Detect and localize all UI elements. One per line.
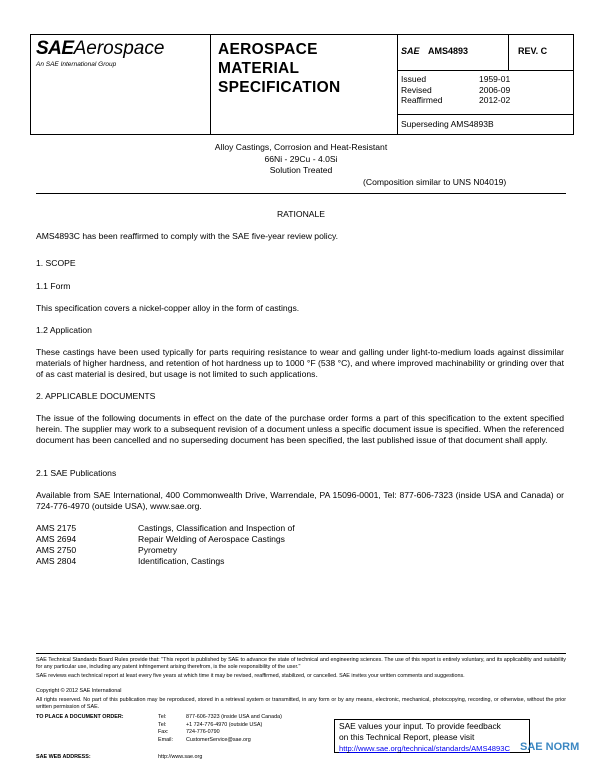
header-divider	[397, 70, 573, 71]
header-divider	[508, 34, 509, 70]
section-applicable-documents: 2. APPLICABLE DOCUMENTS	[36, 391, 156, 401]
spec-title: AEROSPACE MATERIAL SPECIFICATION	[218, 41, 341, 96]
sae-mini-logo: SAE	[401, 46, 420, 56]
footer-review-text: SAE reviews each technical report at least every five years at which time it may be revised, reaffirmed, stabilized, or cancelled. SAE invites your written comments and suggestions.	[36, 673, 465, 679]
revision-label: REV. C	[518, 46, 548, 56]
section-sae-publications: 2.1 SAE Publications	[36, 468, 117, 478]
rationale-heading: RATIONALE	[276, 209, 326, 219]
section-application: 1.2 Application	[36, 325, 92, 335]
footer-rules-text: SAE Technical Standards Board Rules provide that: "This report is published by SAE to advance the state of technical and engineering sciences. The use of this report is entirely voluntary, and its applicability and suitability for any particular use, including any patent infringement arising therefrom, is the sole responsibility of the user."	[36, 657, 566, 670]
order-label: TO PLACE A DOCUMENT ORDER:	[36, 714, 124, 720]
feedback-link[interactable]: http://www.sae.org/technical/standards/AMS4893C	[339, 744, 510, 753]
section-form: 1.1 Form	[36, 281, 71, 291]
reference-item: AMS 2175 Castings, Classification and Inspection of	[36, 523, 295, 533]
email-link[interactable]: CustomerService@sae.org	[186, 736, 251, 743]
header-divider	[397, 114, 573, 115]
web-label: SAE WEB ADDRESS:	[36, 754, 91, 760]
doc-id-cell	[401, 46, 468, 56]
footer-rule	[36, 653, 566, 654]
header-divider	[210, 34, 211, 134]
doc-id: AMS4893	[428, 46, 469, 56]
title-rule	[36, 193, 566, 194]
contact-list: Tel: 877-606-7323 (inside USA and Canada) Tel: +1 724-776-4970 (outside USA) Fax: 724-776-0790 Email: CustomerService@sae.org	[158, 714, 282, 743]
reference-item: AMS 2804 Identification, Castings	[36, 556, 225, 566]
web-link[interactable]: http://www.sae.org	[158, 754, 203, 760]
superseding-note: Superseding AMS4893B	[401, 119, 494, 129]
reference-item: AMS 2750 Pyrometry	[36, 545, 178, 555]
watermark: SAE NORM	[520, 741, 580, 753]
footer-copyright: Copyright © 2012 SAE International	[36, 688, 122, 694]
section-scope: 1. SCOPE	[36, 258, 76, 268]
reference-list	[36, 523, 295, 567]
logo-aerospace-text: Aerospace	[73, 38, 165, 59]
section-form-text: This specification covers a nickel-copper alloy in the form of castings.	[36, 303, 300, 313]
feedback-line-1: SAE values your input. To provide feedback	[339, 721, 501, 731]
header-divider	[397, 34, 398, 134]
logo-sae-text: SAE	[36, 38, 74, 59]
section-application-text: These castings have been used typically for parts requiring resistance to wear and galling under light-to-medium loads against dissimilar materials of higher hardness, and retention of hot hardness up to 1000 °F (538 °C), and where improved machinability or grinding over that of as cast material is desired, but usage is not limited to such applications.	[36, 347, 564, 379]
feedback-box	[334, 719, 530, 753]
footer-rights-text: All rights reserved. No part of this publication may be reproduced, stored in a retrieval system or transmitted, in any form or by any means, electronic, mechanical, photocopying, recording, or otherwise, without the prior written permission of SAE.	[36, 697, 566, 710]
sae-aerospace-logo	[36, 38, 164, 60]
section-sae-publications-text: Available from SAE International, 400 Commonwealth Drive, Warrendale, PA 15096-0001, Tel: 877-606-7323 (inside USA and Canada) or 724-776-4970 (outside USA), www.sae.org.	[36, 490, 564, 511]
logo-subtitle: An SAE International Group	[36, 61, 117, 68]
reference-item: AMS 2694 Repair Welding of Aerospace Castings	[36, 534, 285, 544]
feedback-line-2: on this Technical Report, please visit	[339, 732, 475, 742]
dates-block: Issued 1959-01 Revised 2006-09 Reaffirmed 2012-02	[401, 74, 511, 105]
section-applicable-text: The issue of the following documents in effect on the date of the purchase order forms a part of this specification to the extent specified herein. The supplier may work to a subsequent revision of a document unless a specific document issue is specified. When the referenced document has been cancelled and no superseding document has been specified, the last published issue of that document shall apply.	[36, 413, 564, 445]
document-title: Alloy Castings, Corrosion and Heat-Resistant 66Ni - 29Cu - 4.0Si Solution Treated	[214, 142, 388, 175]
composition-note: (Composition similar to UNS N04019)	[363, 177, 507, 187]
rationale-text: AMS4893C has been reaffirmed to comply with the SAE five-year review policy.	[36, 231, 339, 241]
